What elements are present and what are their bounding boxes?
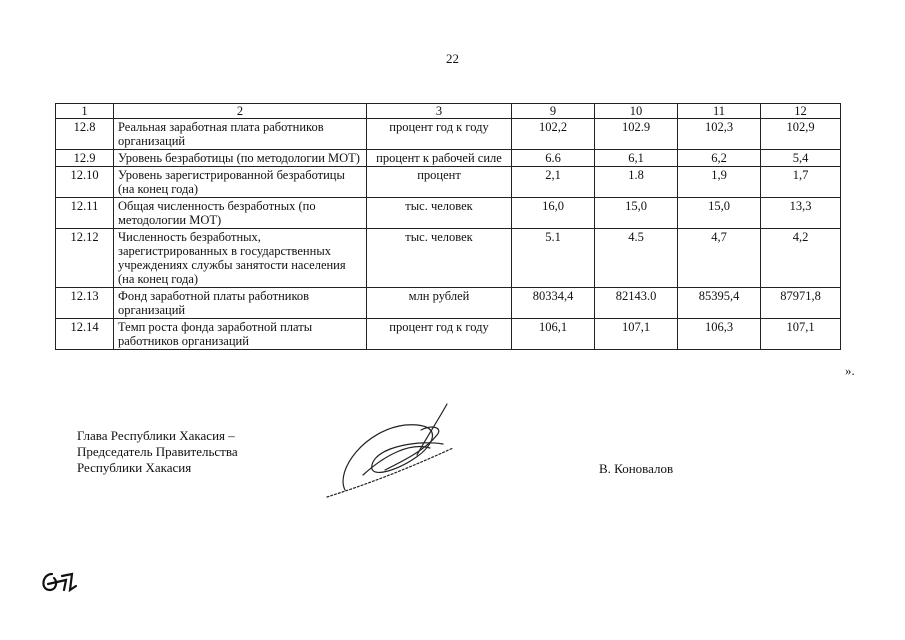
indicator-value: 106,1 — [512, 319, 595, 350]
row-number: 12.10 — [56, 167, 114, 198]
table-row — [56, 167, 841, 198]
indicator-value: 1.8 — [595, 167, 678, 198]
indicator-value: 80334,4 — [512, 288, 595, 319]
indicator-value: 5.1 — [512, 229, 595, 288]
row-number: 12.9 — [56, 150, 114, 167]
indicator-name: Уровень безработицы (по методологии МОТ) — [114, 150, 367, 167]
indicator-name: Темп роста фонда заработной платы работников организаций — [114, 319, 367, 350]
indicators-table — [55, 103, 841, 350]
row-number: 12.13 — [56, 288, 114, 319]
indicator-value: 13,3 — [761, 198, 841, 229]
signer-name: В. Коновалов — [599, 461, 674, 476]
unit-of-measure: процент год к году — [367, 119, 512, 150]
indicator-value: 82143.0 — [595, 288, 678, 319]
initials-stamp — [38, 568, 80, 596]
indicator-value: 1,7 — [761, 167, 841, 198]
header-cell: 9 — [512, 104, 595, 119]
indicator-name: Фонд заработной платы работников организаций — [114, 288, 367, 319]
indicator-value: 16,0 — [512, 198, 595, 229]
indicator-value: 5,4 — [761, 150, 841, 167]
table-row — [56, 288, 841, 319]
header-cell: 12 — [761, 104, 841, 119]
row-number: 12.14 — [56, 319, 114, 350]
indicator-value: 4,7 — [678, 229, 761, 288]
row-number: 12.8 — [56, 119, 114, 150]
unit-of-measure: млн рублей — [367, 288, 512, 319]
indicator-value: 4,2 — [761, 229, 841, 288]
indicator-value: 6,1 — [595, 150, 678, 167]
unit-of-measure: процент год к году — [367, 319, 512, 350]
indicator-value: 15,0 — [595, 198, 678, 229]
table-header — [56, 104, 841, 119]
table-row — [56, 150, 841, 167]
indicator-value: 87971,8 — [761, 288, 841, 319]
indicator-name: Реальная заработная плата работников организаций — [114, 119, 367, 150]
indicator-value: 2,1 — [512, 167, 595, 198]
page-number: 22 — [446, 51, 459, 66]
indicator-value: 15,0 — [678, 198, 761, 229]
unit-of-measure: процент к рабочей силе — [367, 150, 512, 167]
unit-of-measure: процент — [367, 167, 512, 198]
header-cell: 11 — [678, 104, 761, 119]
row-number: 12.12 — [56, 229, 114, 288]
table-row — [56, 119, 841, 150]
indicator-name: Численность безработных, зарегистрированных в государственных учреждениях службы занятости населения (на конец года) — [114, 229, 367, 288]
indicator-value: 102,2 — [512, 119, 595, 150]
table-row — [56, 198, 841, 229]
signer-title-line: Республики Хакасия — [77, 460, 192, 475]
signer-title-line: Глава Республики Хакасия – — [77, 428, 235, 443]
indicator-value: 85395,4 — [678, 288, 761, 319]
indicator-value: 4.5 — [595, 229, 678, 288]
table-body — [56, 119, 841, 350]
table-row — [56, 319, 841, 350]
indicator-value: 106,3 — [678, 319, 761, 350]
indicator-value: 107,1 — [761, 319, 841, 350]
indicator-value: 102,9 — [761, 119, 841, 150]
header-row — [56, 104, 841, 119]
indicator-value: 6,2 — [678, 150, 761, 167]
closing-quote-mark: ». — [845, 363, 855, 378]
signer-title-line: Председатель Правительства — [77, 444, 238, 459]
indicator-name: Уровень зарегистрированной безработицы (на конец года) — [114, 167, 367, 198]
indicator-value: 6.6 — [512, 150, 595, 167]
table-row — [56, 229, 841, 288]
indicator-value: 1,9 — [678, 167, 761, 198]
indicator-value: 107,1 — [595, 319, 678, 350]
unit-of-measure: тыс. человек — [367, 229, 512, 288]
header-cell: 1 — [56, 104, 114, 119]
indicator-value: 102.9 — [595, 119, 678, 150]
indicator-value: 102,3 — [678, 119, 761, 150]
header-cell: 2 — [114, 104, 367, 119]
header-cell: 3 — [367, 104, 512, 119]
header-cell: 10 — [595, 104, 678, 119]
indicator-name: Общая численность безработных (по методологии МОТ) — [114, 198, 367, 229]
handwritten-signature — [325, 400, 465, 510]
unit-of-measure: тыс. человек — [367, 198, 512, 229]
row-number: 12.11 — [56, 198, 114, 229]
signer-title — [77, 428, 238, 476]
